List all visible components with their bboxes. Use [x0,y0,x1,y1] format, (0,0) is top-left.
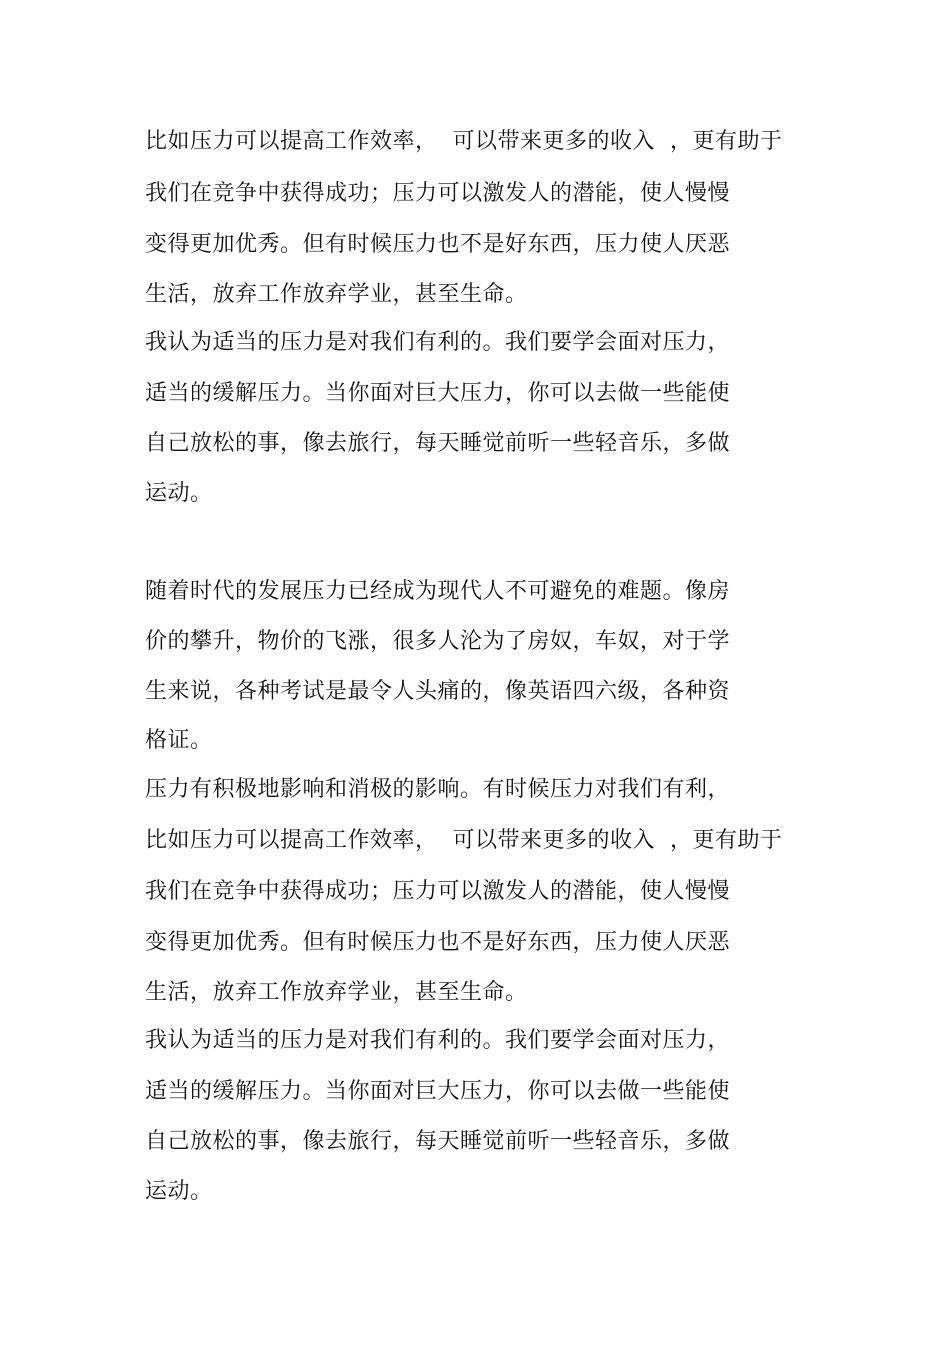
text-line: 压力有积极地影响和消极的影响。有时候压力对我们有利， [145,777,731,802]
text-line: 生来说，各种考试是最令人头痛的，像英语四六级，各种资 [145,679,731,704]
text-line: 变得更加优秀。但有时候压力也不是好东西，压力使人厌恶 [145,232,731,257]
text-line: 比如压力可以提高工作效率， 可以带来更多的收入 ，更有助于 [145,129,783,154]
text-line: 我认为适当的压力是对我们有利的。我们要学会面对压力， [145,330,731,355]
text-line: 适当的缓解压力。当你面对巨大压力，你可以去做一些能使 [145,381,731,406]
text-line: 自己放松的事，像去旅行，每天睡觉前听一些轻音乐，多做 [145,1129,731,1154]
text-line: 我们在竞争中获得成功；压力可以激发人的潜能，使人慢慢 [145,879,731,904]
text-line: 我认为适当的压力是对我们有利的。我们要学会面对压力， [145,1028,731,1053]
text-line: 适当的缓解压力。当你面对巨大压力，你可以去做一些能使 [145,1079,731,1104]
text-line: 运动。 [145,481,213,506]
text-line: 随着时代的发展压力已经成为现代人不可避免的难题。像房 [145,579,731,604]
text-line: 比如压力可以提高工作效率， 可以带来更多的收入 ，更有助于 [145,828,783,853]
text-line: 我们在竞争中获得成功；压力可以激发人的潜能，使人慢慢 [145,181,731,206]
text-line: 生活，放弃工作放弃学业，甚至生命。 [145,980,528,1005]
text-line: 生活，放弃工作放弃学业，甚至生命。 [145,282,528,307]
text-line: 价的攀升，物价的飞涨，很多人沦为了房奴，车奴，对于学 [145,629,731,654]
text-line: 自己放松的事，像去旅行，每天睡觉前听一些轻音乐，多做 [145,431,731,456]
text-line: 格证。 [145,728,213,753]
text-line: 变得更加优秀。但有时候压力也不是好东西，压力使人厌恶 [145,930,731,955]
text-line: 运动。 [145,1179,213,1204]
